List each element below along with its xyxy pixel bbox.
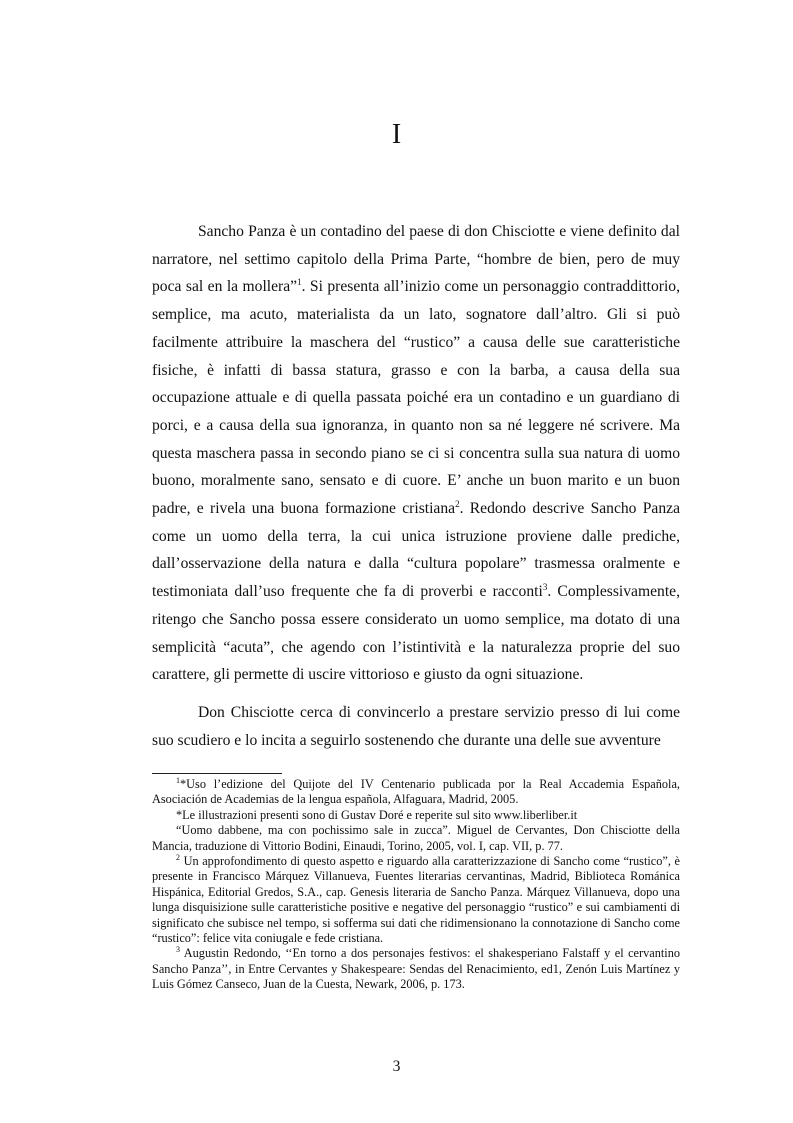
footnote-text: *Uso l’edizione del Quijote del IV Centenario publicada por la Real Accademia Española, Asociación de Academias de la lengua española, Alfaguara, Madrid, 2005. [152, 777, 680, 807]
paragraph-text: . Complessivamente, ritengo che Sancho possa essere considerato un uomo semplice, ma dotato di una semplicità “acuta”, che agendo con l’istintività e la naturalezza proprie del suo carattere, gli permette di uscire vittorioso e giusto da ogni situazione. [152, 583, 680, 684]
footnote [152, 946, 680, 992]
footnote-mark: 1 [176, 775, 180, 785]
body-text [152, 218, 680, 764]
chapter-heading: I [391, 119, 402, 150]
paragraph-text: . Redondo descrive Sancho Panza come un uomo della terra, la cui unica istruzione proviene dalle prediche, dall’osservazione della natura e dalla “cultura popolare” trasmessa oralmente e testimoniata dall’uso frequente che fa di proverbi e racconti [152, 500, 680, 601]
footnote-text: Augustin Redondo, ‘‘En torno a dos personajes festivos: el shakesperiano Falstaff y el cervantino Sancho Panza’’, in Entre Cervantes y Shakespeare: Sendas del Renacimiento, ed1, Zenón Luis Martínez y Luis Gómez Canseco, Juan de la Cuesta, Newark, 2006, p. 173. [152, 946, 680, 992]
footnotes [152, 777, 680, 993]
footnote-mark: 3 [176, 945, 180, 955]
footnote [152, 777, 680, 808]
footnote [152, 808, 680, 823]
footnote-text: *Le illustrazioni presenti sono di Gustav Doré e reperite sul sito www.liberliber.it [176, 807, 578, 822]
paragraph-text: . Si presenta all’inizio come un personaggio contraddittorio, semplice, ma acuto, materialista da un lato, sognatore dall’altro. Gli si può facilmente attribuire la maschera del “rustico” a causa delle sue caratteristiche fisiche, è infatti di bassa statura, grasso e con la barba, a causa della sua occupazione attuale e di quella passata poiché era un contadino e un guardiano di porci, e a causa della sua ignoranza, in quanto non sa né leggere né scrivere. Ma questa maschera passa in secondo piano se ci si concentra sulla sua natura di uomo buono, moralmente sano, sensato e di cuore. E’ anche un buon marito e un buon padre, e rivela una buona formazione cristiana [152, 278, 681, 518]
footnote-text: “Uomo dabbene, ma con pochissimo sale in zucca”. Miguel de Cervantes, Don Chisciotte della Mancia, traduzione di Vittorio Bodini, Einaudi, Torino, 2005, vol. I, cap. VII, p. 77. [152, 823, 680, 853]
footnote-ref[interactable]: 3 [542, 581, 548, 592]
footnote-text: Un approfondimento di questo aspetto e riguardo alla caratterizzazione di Sancho come “rustico”, è presente in Francisco Márquez Villanueva, Fuentes literarias cervantinas, Madrid, Biblioteca Románica Hispánica, Editorial Gredos, S.A., cap. Genesis literaria de Sancho Panza. Márquez Villanueva, dopo una lunga disquisizione sulle caratteristiche positive e negative del personaggio “rustico” e sui cambiamenti di significato che subisce nel tempo, si sofferma sui dati che ridimensionano la connotazione di Sancho come “rustico”: felice vita coniugale e fede cristiana. [152, 854, 680, 946]
paragraph-text: Sancho Panza è un contadino del paese di don Chisciotte e viene definito dal narratore, nel settimo capitolo della Prima Parte, “hombre de bien, pero de muy poca sal en la mollera” [152, 223, 680, 296]
footnote [152, 854, 680, 946]
paragraph [152, 218, 680, 689]
footnote-ref[interactable]: 1 [297, 277, 302, 288]
footnote-ref[interactable]: 2 [455, 498, 460, 509]
footnote-mark: 2 [176, 852, 180, 862]
footnote [152, 823, 680, 854]
paragraph: Don Chisciotte cerca di convincerlo a prestare servizio presso di lui come suo scudiero e lo incita a seguirlo sostenendo che durante una delle sue avventure [152, 703, 680, 749]
page-number: 3 [392, 1058, 401, 1075]
footnote-divider [152, 773, 282, 774]
